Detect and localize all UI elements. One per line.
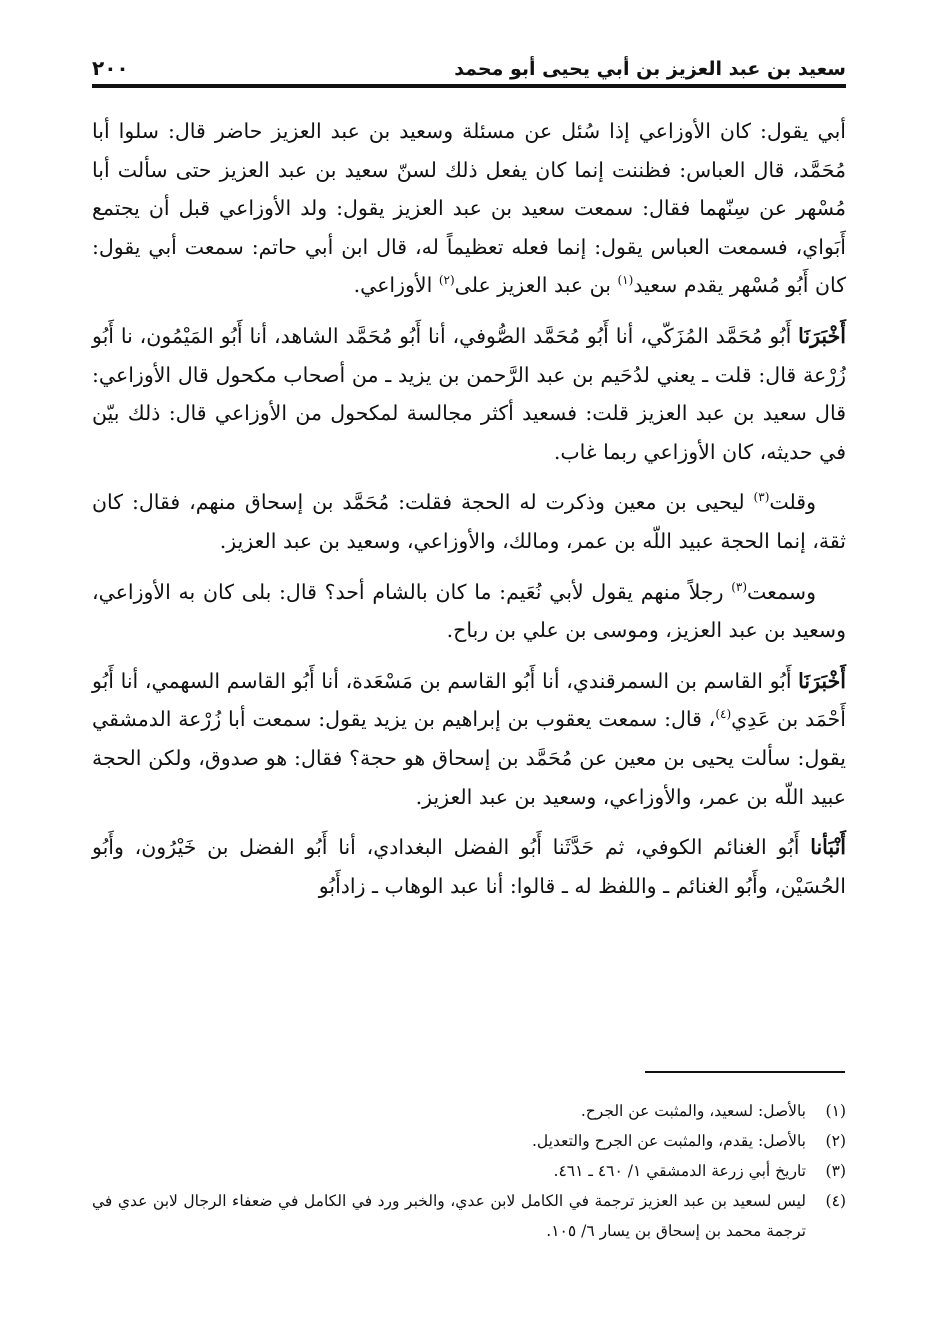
- paragraph-text: ليحيى بن معين وذكرت له الحجة فقلت: مُحَمَّد بن إسحاق منهم، فقال: كان ثقة، إنما الحجة عبيد اللّه بن عمر، ومالك، والأوزاعي، وسعيد بن عبد العزيز.: [92, 490, 846, 553]
- paragraph-lead: أَنْبَأنا: [810, 835, 846, 860]
- paragraph-5: [92, 662, 846, 816]
- footnote-ref-4: (٤): [715, 707, 732, 722]
- footnote-ref-2: (٢): [438, 273, 455, 288]
- paragraph-text: أَبُو الغنائم الكوفي، ثم حَدَّثَنا أَبُو الفضل البغدادي، أنا أَبُو الفضل بن خَيْرُون، وأَبُو الحُسَيْن، وأَبُو الغنائم ـ واللفظ له ـ قالوا: أنا عبد الوهاب ـ زادأَبُو: [92, 835, 846, 898]
- footnote-ref-3: (٣): [753, 490, 770, 505]
- paragraph-text: ، قال: سمعت يعقوب بن إبراهيم بن يزيد يقول: سمعت أبا زُرْعة الدمشقي يقول: سألت يحيى بن معين عن مُحَمَّد بن إسحاق هو حجة؟ فقال: هو صدوق، ولكن الحجة عبيد اللّه بن عمر، والأوزاعي، وسعيد بن عبد العزيز.: [92, 707, 846, 809]
- paragraph-lead: أَخْبَرَنَا: [798, 323, 846, 348]
- header-title: سعيد بن عبد العزيز بن أبي يحيى أبو محمد: [454, 58, 846, 80]
- page-number: ٢٠٠: [92, 56, 129, 80]
- footnotes: [92, 1096, 846, 1246]
- paragraph-text: رجلاً منهم يقول لأبي نُعَيم: ما كان بالشام أحد؟ قال: بلى كان به الأوزاعي، وسعيد بن عبد العزيز، وموسى بن علي بن رباح.: [92, 579, 846, 643]
- footnote-text: ليس لسعيد بن عبد العزيز ترجمة في الكامل لابن عدي، والخبر ورد في الكامل في ضعفاء الرجال لابن عدي في ترجمة محمد بن إسحاق بن يسار ٦/ ١٠٥.: [92, 1192, 806, 1240]
- main-text: [92, 112, 846, 905]
- footnote-number: (٢): [825, 1132, 846, 1150]
- footnote-ref-3: (٣): [731, 579, 748, 594]
- paragraph-2: [92, 317, 846, 471]
- paragraph-4: [92, 573, 846, 650]
- paragraph-text: وقلت: [769, 490, 816, 515]
- paragraph-text: أَبُو مُحَمَّد المُزَكّي، أنا أَبُو مُحَمَّد الصُّوفي، أنا أَبُو مُحَمَّد الشاهد، أنا أَبُو المَيْمُون، نا أَبُو زُرْعة قال: قلت ـ يعني لدُحَيم بن عبد الرَّحمن بن يزيد ـ من أصحاب مكحول قال الأوزاعي: قال سعيد بن عبد العزيز قلت: فسعيد أكثر مجالسة لمكحول من الأوزاعي قال: ذلك بيّن في حديثه، كان الأوزاعي ربما غاب.: [92, 323, 846, 464]
- paragraph-text: أَبُو القاسم بن السمرقندي، أنا أَبُو القاسم بن مَسْعَدة، أنا أَبُو القاسم السهمي، أنا أَبُو أَحْمَد بن عَدِي: [92, 668, 846, 732]
- footnote: [92, 1186, 846, 1246]
- paragraph-1: [92, 112, 846, 305]
- footnote-text: تاريخ أبي زرعة الدمشقي ١/ ٤٦٠ ـ ٤٦١.: [553, 1162, 806, 1180]
- paragraph-text: الأوزاعي.: [353, 273, 439, 298]
- footnote-separator: [645, 1071, 845, 1073]
- paragraph-3: [92, 483, 846, 560]
- running-header: [92, 52, 846, 88]
- footnote: [92, 1156, 846, 1186]
- footnote-number: (١): [825, 1102, 846, 1120]
- header-rule: [92, 84, 846, 88]
- footnote-text: بالأصل: لسعيد، والمثبت عن الجرح.: [580, 1102, 806, 1120]
- paragraph-6: [92, 828, 846, 905]
- footnote: [92, 1126, 846, 1156]
- paragraph-text: أبي يقول: كان الأوزاعي إذا سُئل عن مسئلة وسعيد بن عبد العزيز حاضر قال: سلوا أبا مُحَمَّد، قال العباس: فظننت إنما كان يفعل ذلك لسنّ سعيد بن عبد العزيز حتى سألت أبا مُسْهر عن سِنّهما فقال: سمعت سعيد بن عبد العزيز يقول: ولد الأوزاعي قبل أن يجتمع أَبَواي، فسمعت العباس يقول: إنما فعله تعظيماً له، قال ابن أبي حاتم: سمعت أبي يقول: كان أَبُو مُسْهر يقدم سعيد: [92, 119, 846, 298]
- paragraph-lead: أَخْبَرَنَا: [798, 668, 846, 693]
- footnote-number: (٤): [825, 1192, 846, 1210]
- paragraph-text: وسمعت: [747, 579, 816, 604]
- footnote-text: بالأصل: يقدم، والمثبت عن الجرح والتعديل.: [532, 1132, 806, 1150]
- paragraph-text: بن عبد العزيز على: [454, 273, 618, 298]
- footnote: [92, 1096, 846, 1126]
- footnote-number: (٣): [825, 1162, 846, 1180]
- footnote-ref-1: (١): [617, 273, 634, 288]
